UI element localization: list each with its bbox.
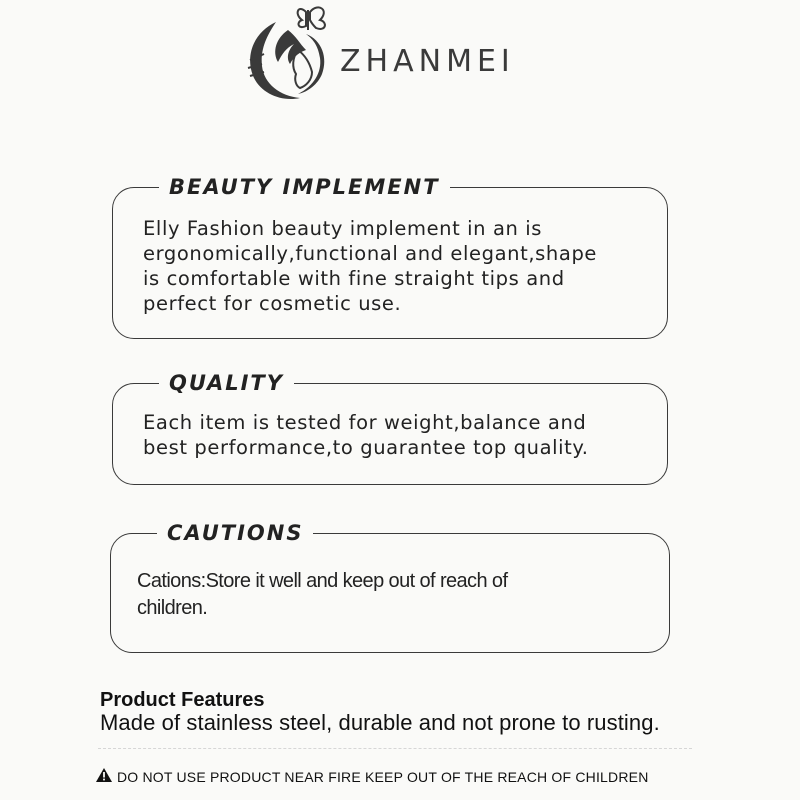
section-body: Cations:Store it well and keep out of reach of children. bbox=[137, 570, 508, 619]
section-title: CAUTIONS bbox=[157, 520, 313, 546]
warning-text: DO NOT USE PRODUCT NEAR FIRE KEEP OUT OF THE REACH OF CHILDREN bbox=[117, 768, 649, 785]
brand-name: ZHANMEI bbox=[340, 44, 515, 79]
brand-logo bbox=[236, 0, 566, 110]
product-features-title: Product Features bbox=[100, 689, 265, 711]
woman-profile-butterfly-icon bbox=[236, 0, 346, 110]
product-features-text: Made of stainless steel, durable and not prone to rusting. bbox=[100, 710, 660, 735]
warning-notice bbox=[95, 767, 649, 786]
section-title: QUALITY bbox=[159, 370, 294, 396]
section-title: BEAUTY IMPLEMENT bbox=[159, 174, 450, 200]
divider bbox=[98, 748, 692, 749]
section-body: Elly Fashion beauty implement in an is ergonomically,functional and elegant,shape is comfortable with fine straight tips and perfect for cosmetic use. bbox=[143, 217, 598, 315]
quality-section bbox=[112, 371, 668, 485]
warning-triangle-icon bbox=[95, 767, 113, 786]
section-body: Each item is tested for weight,balance and best performance,to guarantee top quality. bbox=[143, 411, 589, 459]
cautions-section bbox=[110, 521, 670, 653]
beauty-implement-section bbox=[112, 175, 668, 339]
